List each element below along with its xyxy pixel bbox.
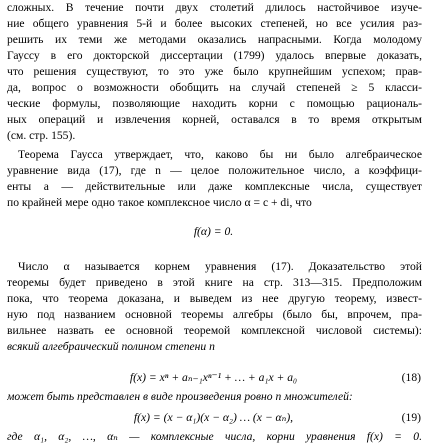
line-after-equation-18: может быть представлен в виде произведения ровно n множителей: (7, 390, 353, 403)
paragraph3-line-1: Число α называется корнем уравнения (17). Доказательство этой (18, 260, 422, 273)
paragraph1-line-9: (см. стр. 155). (7, 129, 76, 142)
equation-18-number: (18) (401, 371, 421, 384)
paragraph3-line-2: теоремы будет приведено в этой книге на стр. 313—315. Предположим (7, 276, 422, 289)
paragraph2-line-2: уравнение вида (17), где n — целое положительное число, а коэффици- (7, 164, 422, 177)
equation-18-body: f(x) = xⁿ + aₙ₋₁xⁿ⁻¹ + … + a₁x + a₀ (129, 371, 298, 384)
paragraph3-line-4: ную под названием основной теоремы алгебры (было бы, впрочем, пра- (7, 308, 422, 321)
paragraph1-line-7: ческие формулы, позволяющие находить корни с помощью рациональ- (7, 97, 422, 110)
paragraph3-line-3: пока, что теорема доказана, и выведем из нее другую теорему, извест- (7, 292, 422, 305)
paragraph1-line-4: Гауссу в его докторской диссертации (1799) удалось впервые доказать, (7, 49, 422, 62)
equation-19 (0, 410, 427, 425)
paragraph3-line-6: всякий алгебраический полином степени n (7, 340, 215, 353)
equation-19-number: (19) (401, 411, 421, 424)
paragraph1-line-8: ных операций и извлечения корней, оставался в то время открытым (7, 113, 422, 126)
paragraph2-line-1: Теорема Гаусса утверждает, что, каково бы ни было алгебраическое (18, 148, 422, 161)
last-line: где α₁, α₂, …, αₙ — комплексные числа, корни уравнения f(x) = 0. (7, 430, 422, 443)
paragraph3-line-5: вильнее назвать ее основной теоремой комплексной числовой системы): (7, 324, 422, 337)
paragraph1-line-2: ние общего уравнения 5-й и более высоких степеней, но все усилия раз- (7, 17, 422, 30)
paragraph1-line-3: решить их теми же методами оказались напрасными. Когда молодому (7, 33, 422, 46)
paragraph2-line-3: енты a — действительные или даже комплексные числа, существует (7, 180, 422, 193)
paragraph1-line-1: сложных. В течение почти двух столетий длилось настойчивое изуче- (7, 1, 422, 14)
equation-19-body: f(x) = (x − α₁)(x − α₂) … (x − αₙ), (133, 411, 294, 424)
paragraph2-line-4: по крайней мере одно такое комплексное число α = c + di, что (7, 196, 312, 209)
equation-f-alpha: f(α) = 0. (193, 225, 234, 238)
paragraph1-line-5: что решения существуют, то это уже было крупнейшим успехом; прав- (7, 65, 422, 78)
equation-18 (0, 370, 427, 385)
paragraph1-line-6: да, вопрос о возможности обобщить на случай степеней ≥ 5 класси- (7, 81, 422, 94)
